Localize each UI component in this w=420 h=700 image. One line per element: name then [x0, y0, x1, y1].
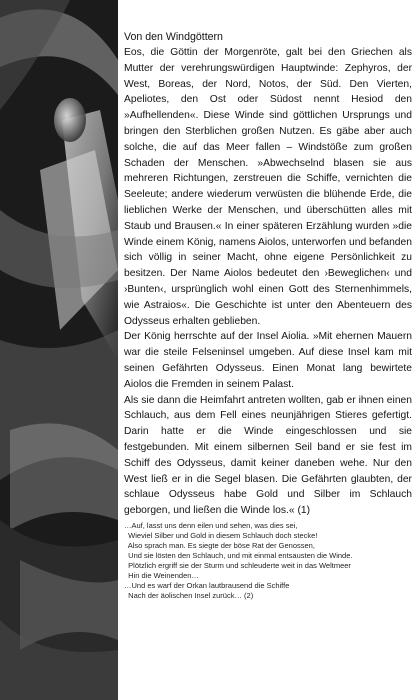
paragraph-1: Eos, die Göttin der Morgenröte, galt bei den Griechen als Mutter der verehrungswürdigen Hauptwinde: Zephyros, der West, Boreas, der Nord, Notos, der Süd. Den Vierten, Apeliotes, den Ost oder Südost nennt Hesiod den »Aufhellenden«. Diese Winde sind göttlichen Ursprungs und bringen den Sterblichen großen Nutzen. Es gäbe aber auch solche, die auf das Meer fallen – Windstöße zum großen Schaden der Menschen. »Abwechselnd blasen sie aus mehreren Richtungen, zerstreuen die Schiffe, vernichten die Seeleute; andere wiederum verwüsten die blühende Erde, die lieblichen Werke der Menschen, und überschütten alles mit Staub und Brausen.« In einer späteren Erzählung wurden »die Winde einem König, namens Aiolos, unterworfen und befanden sich völlig in seiner Macht, ohne eigene Persönlichkeit zu besitzen. Der Name Aiolos bedeutet den ›Beweglichen‹ und ›Bunten‹, ursprünglich wohl einen Gott des Sternenhimmels, wie Astraios«. Die Geschichte ist unter den Abenteuern des Odysseus erhalten geblieben.	[124, 47, 412, 327]
poem-line: …Auf, lasst uns denn eilen und sehen, was dies sei,	[124, 520, 298, 530]
paragraph-2: Der König herrschte auf der Insel Aiolia. »Mit ehernen Mauern war die steile Felseninsel umgeben. Auf diese Insel kam mit seinen Gefährten Odysseus. Einen Monat lang bewirtete Aiolos die Fremden in seinem Palast.	[124, 331, 412, 390]
poem-line: Hin die Weinenden…	[124, 570, 199, 580]
poem-line: Plötzlich ergriff sie der Sturm und schleuderte weit in das Weltmeer	[124, 560, 351, 570]
poem-line: …Und es warf der Orkan lautbrausend die Schiffe	[124, 580, 290, 590]
paragraph-3: Als sie dann die Heimfahrt antreten wollten, gab er ihnen einen Schlauch, aus dem Fell eines neunjährigen Stieres gefertigt. Darin hatte er die Winde eingeschlossen und sie festgebunden. Mit einem silbernen Seil band er sie fest im Schiff des Odysseus, damit keiner daneben wehe. Nur den West ließ er in die Segel blasen. Die Gefährten glaubten, der schlaue Odysseus habe Gold und Silber im Schlauch geborgen, und ließen die Winde los.« (1)	[124, 394, 412, 517]
article	[124, 30, 412, 601]
poem-line: Nach der äolischen Insel zurück… (2)	[124, 590, 254, 600]
article-title: Von den Windgöttern	[124, 31, 223, 43]
poem-line: Wieviel Silber und Gold in diesem Schlauch doch stecke!	[124, 530, 318, 540]
photo-illustration	[0, 0, 118, 700]
article-body	[124, 45, 412, 519]
poem-line: Und sie lösten den Schlauch, und mit einmal entsausten die Winde.	[124, 550, 353, 560]
photo-strip	[0, 0, 118, 700]
poem-quote	[124, 521, 412, 601]
poem-line: Also sprach man. Es siegte der böse Rat der Genossen,	[124, 540, 315, 550]
